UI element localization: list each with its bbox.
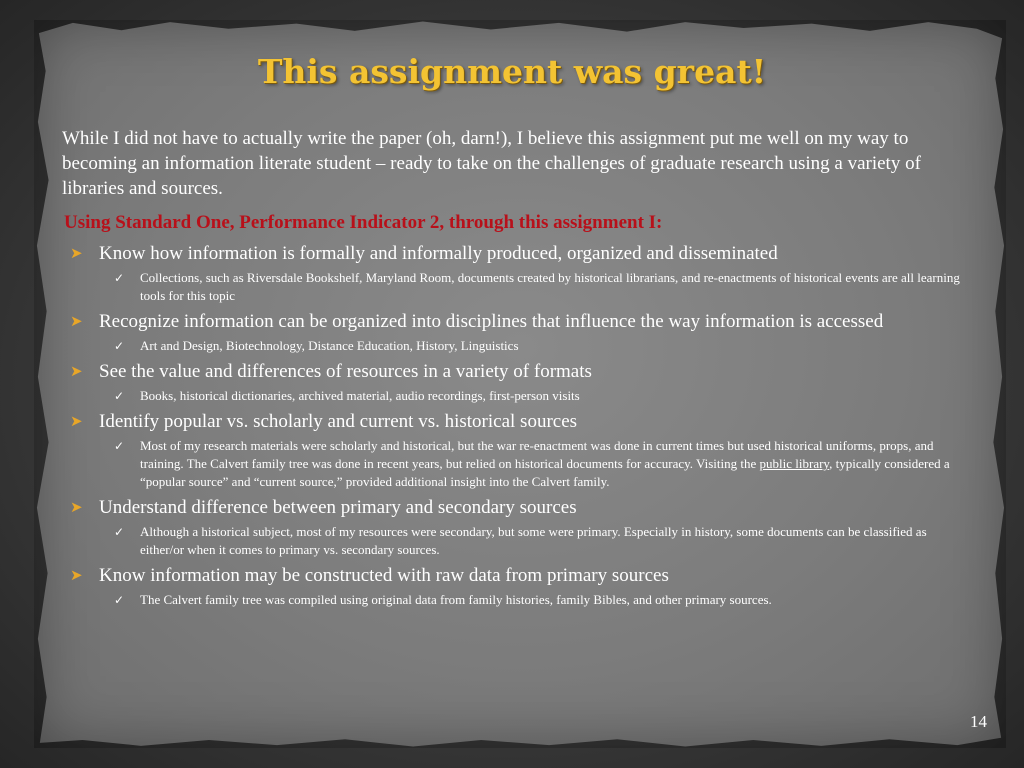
sub-bullet-text: Art and Design, Biotechnology, Distance Education, History, Linguistics (140, 338, 519, 353)
bullet-item (62, 309, 978, 334)
slide-content (62, 126, 978, 613)
sub-bullet-item (62, 591, 978, 609)
sub-bullet-item (62, 437, 978, 491)
bullet-text: Identify popular vs. scholarly and current vs. historical sources (99, 411, 578, 432)
bullet-item (62, 495, 978, 520)
sub-bullet-text: The Calvert family tree was compiled using original data from family histories, family Bibles, and other primary sources. (140, 592, 772, 607)
arrow-right-icon: ➤ (70, 412, 83, 430)
sub-bullet-item (62, 337, 978, 355)
sub-bullet-text: Collections, such as Riversdale Bookshelf, Maryland Room, documents created by historical librarians, and re-enactments of historical events are all learning tools for this topic (140, 270, 960, 303)
checkmark-icon: ✓ (114, 439, 125, 453)
sub-bullet-text: Books, historical dictionaries, archived material, audio recordings, first-person visits (140, 388, 580, 403)
sub-bullet-item (62, 523, 978, 559)
bullet-item (62, 359, 978, 384)
bullet-text: Understand difference between primary and secondary sources (99, 497, 577, 518)
intro-paragraph: While I did not have to actually write the paper (oh, darn!), I believe this assignment put me well on my way to becoming an information literate student – ready to take on the challenges of graduate research using a variety of libraries and sources. (62, 128, 921, 199)
checkmark-icon: ✓ (114, 525, 125, 539)
checkmark-icon: ✓ (114, 389, 125, 403)
sub-bullet-item (62, 269, 978, 305)
subheading: Using Standard One, Performance Indicator 2, through this assignment I: (64, 212, 663, 233)
bullet-text: Know how information is formally and informally produced, organized and disseminated (99, 243, 778, 264)
bullet-item (62, 563, 978, 588)
checkmark-icon: ✓ (114, 271, 125, 285)
page-number: 14 (970, 712, 987, 731)
arrow-right-icon: ➤ (70, 312, 83, 330)
sub-bullet-text: Although a historical subject, most of my resources were secondary, but some were primary. Especially in history, some documents can be classified as either/or when it comes to primary vs. secondary sources. (140, 524, 927, 557)
arrow-right-icon: ➤ (70, 498, 83, 516)
public-library-link[interactable]: public library (759, 456, 830, 471)
sub-bullet-item (62, 387, 978, 405)
arrow-right-icon: ➤ (70, 244, 83, 262)
sub-bullet-text-end: , typically considered a “popular source” and “current source,” provided additional insight into the Calvert family. (140, 456, 950, 489)
arrow-right-icon: ➤ (70, 362, 83, 380)
sub-bullet-text-start: Most of my research materials were scholarly and historical, but the war re-enactment was done in current times but used historical uniforms, props, and training. The Calvert family tree was done in recent years, but relied on historical documents for accuracy. Visiting the (140, 438, 934, 471)
checkmark-icon: ✓ (114, 339, 125, 353)
bullet-item (62, 409, 978, 434)
bullet-text: See the value and differences of resources in a variety of formats (99, 361, 592, 382)
bullet-item (62, 241, 978, 266)
checkmark-icon: ✓ (114, 593, 125, 607)
arrow-right-icon: ➤ (70, 566, 83, 584)
bullet-text: Recognize information can be organized into disciplines that influence the way information is accessed (99, 311, 884, 332)
bullet-text: Know information may be constructed with raw data from primary sources (99, 565, 669, 586)
bullet-list (62, 241, 978, 609)
slide-title: This assignment was great! (257, 52, 767, 91)
